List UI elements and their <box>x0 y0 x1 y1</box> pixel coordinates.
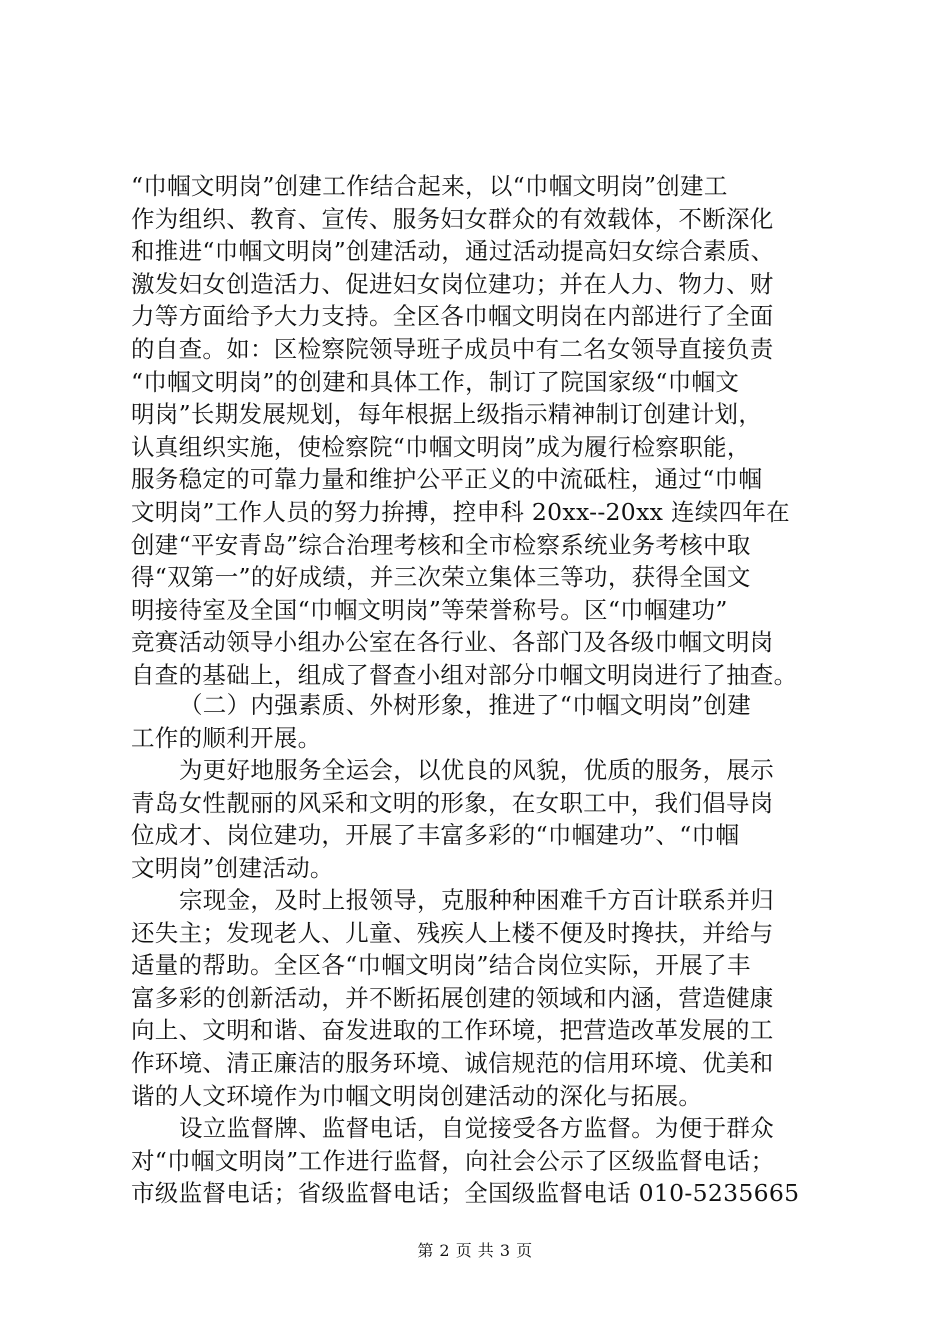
text-line: 明岗”长期发展规划，每年根据上级指示精神制订创建计划， <box>131 400 763 429</box>
text-line: 力等方面给予大力支持。全区各巾帼文明岗在内部进行了全面 <box>131 302 774 331</box>
paragraph-3 <box>131 754 831 884</box>
text-line: “巾帼文明岗”的创建和具体工作，制订了院国家级“巾帼文 <box>131 367 740 396</box>
text-line: 文明岗”创建活动。 <box>131 853 334 882</box>
text-line: 宗现金，及时上报领导，克服种种困难千方百计联系并归 <box>179 886 774 914</box>
text-line: 适量的帮助。全区各“巾帼文明岗”结合岗位实际，开展了丰 <box>131 951 751 980</box>
text-line: 作为组织、教育、宣传、服务妇女群众的有效载体，不断深化 <box>131 204 774 233</box>
section-heading-line: 工作的顺利开展。 <box>131 723 322 752</box>
section-heading-line: （二）内强素质、外树形象，推进了“巾帼文明岗”创建 <box>179 691 752 719</box>
text-line: 市级监督电话；省级监督电话；全国级监督电话 010-5235665 <box>131 1179 800 1208</box>
text-line: 明接待室及全国“巾帼文明岗”等荣誉称号。区“巾帼建功” <box>131 595 728 624</box>
text-line: 为更好地服务全运会，以优良的风貌，优质的服务，展示 <box>179 756 774 784</box>
text-line: 位成才、岗位建功，开展了丰富多彩的“巾帼建功”、“巾帼 <box>131 821 740 850</box>
text-line: 作环境、清正廉洁的服务环境、诚信规范的信用环境、优美和 <box>131 1048 774 1077</box>
paragraph-1 <box>131 170 831 692</box>
text-line: “巾帼文明岗”创建工作结合起来，以“巾帼文明岗”创建工 <box>131 172 728 200</box>
paragraph-5 <box>131 1112 831 1210</box>
text-line: 青岛女性靓丽的风采和文明的形象，在女职工中，我们倡导岗 <box>131 788 774 817</box>
text-line: 服务稳定的可靠力量和维护公平正义的中流砥柱，通过“巾帼 <box>131 465 763 494</box>
text-line: 还失主；发现老人、儿童、残疾人上楼不便及时搀扶，并给与 <box>131 918 774 947</box>
paragraph-2-heading <box>131 689 831 754</box>
text-line: 认真组织实施，使检察院“巾帼文明岗”成为履行检察职能， <box>131 432 751 461</box>
text-line: 激发妇女创造活力、促进妇女岗位建功；并在人力、物力、财 <box>131 269 774 298</box>
text-line: 竞赛活动领导小组办公室在各行业、各部门及各级巾帼文明岗 <box>131 628 774 657</box>
text-line: 谐的人文环境作为巾帼文明岗创建活动的深化与拓展。 <box>131 1081 703 1110</box>
text-line: 富多彩的创新活动，并不断拓展创建的领域和内涵，营造健康 <box>131 983 774 1012</box>
text-line: 得“双第一”的好成绩，并三次荣立集体三等功，获得全国文 <box>131 563 751 592</box>
text-line: 设立监督牌、监督电话，自觉接受各方监督。为便于群众 <box>179 1114 774 1142</box>
text-line: 的自查。如：区检察院领导班子成员中有二名女领导直接负责 <box>131 334 774 363</box>
text-line: 向上、文明和谐、奋发进取的工作环境，把营造改革发展的工 <box>131 1016 774 1045</box>
text-line: 文明岗”工作人员的努力拚搏，控申科 20xx--20xx 连续四年在 <box>131 497 790 526</box>
text-line: 自查的基础上，组成了督查小组对部分巾帼文明岗进行了抽查。 <box>131 660 798 689</box>
text-line: 对“巾帼文明岗”工作进行监督，向社会公示了区级监督电话； <box>131 1146 775 1175</box>
text-line: 和推进“巾帼文明岗”创建活动，通过活动提高妇女综合素质、 <box>131 237 775 266</box>
page-number-footer: 第 2 页 共 3 页 <box>417 1241 533 1260</box>
paragraph-4 <box>131 884 831 1112</box>
text-line: 创建“平安青岛”综合治理考核和全市检察系统业务考核中取 <box>131 530 751 559</box>
